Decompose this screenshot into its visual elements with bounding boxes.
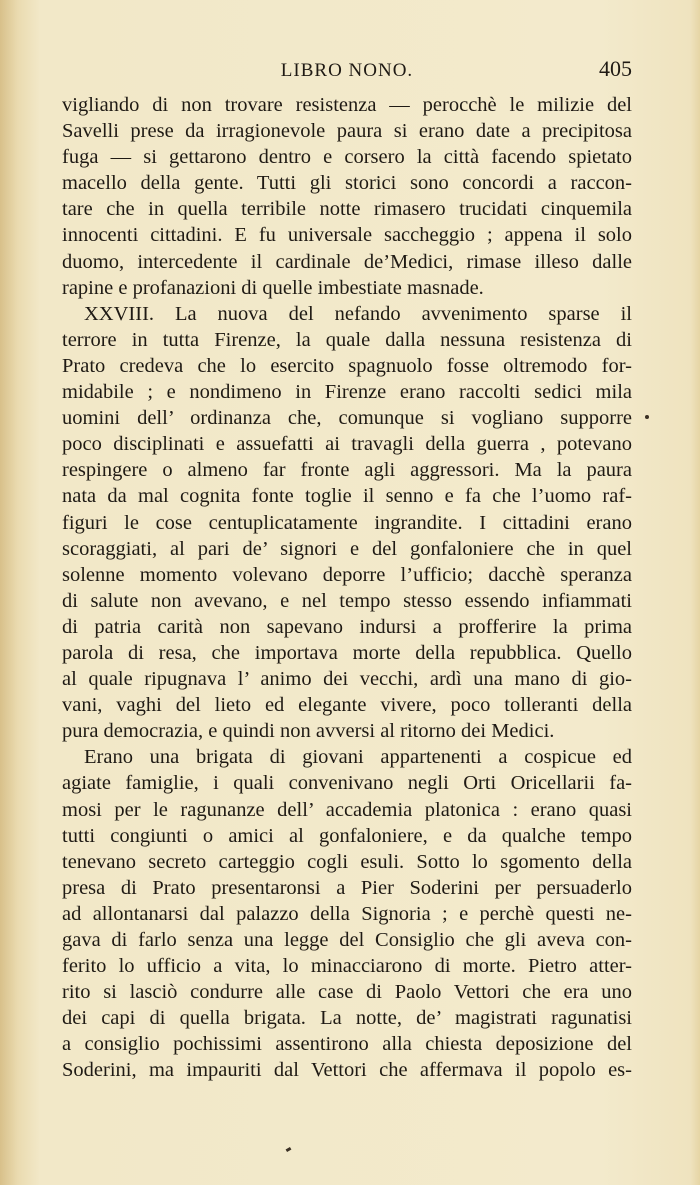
margin-speck xyxy=(645,415,649,419)
text-line: figuri le cose centuplicatamente ingrandite. I cittadini erano xyxy=(62,511,632,534)
text-line: poco disciplinati e assuefatti ai travagli della guerra , potevano xyxy=(62,433,632,456)
text-line: a consiglio pochissimi assentirono alla chiesta deposizione del xyxy=(62,1033,632,1056)
ink-speck xyxy=(286,1147,292,1152)
text-line: ferito lo ufficio a vita, lo minacciarono di morte. Pietro atter- xyxy=(62,955,632,978)
page-number: 405 xyxy=(599,56,632,81)
body-text xyxy=(62,92,632,1084)
text-line: vigliando di non trovare resistenza — perocchè le milizie del xyxy=(62,94,632,116)
text-line: uomini dell’ ordinanza che, comunque si vogliano supporre xyxy=(62,407,632,430)
text-line: gava di farlo senza una legge del Consiglio che gli aveva con- xyxy=(62,929,632,951)
text-line: di salute non avevano, e nel tempo stesso essendo infiammati xyxy=(62,589,632,612)
text-line: presa di Prato presentaronsi a Pier Soderini per persuaderlo xyxy=(62,876,632,899)
text-line: vani, vaghi del lieto ed elegante vivere, poco tolleranti della xyxy=(62,694,632,717)
text-line: mosi per le ragunanze dell’ accademia platonica : erano quasi xyxy=(62,798,632,821)
running-title: LIBRO NONO. xyxy=(280,60,414,81)
text-line: di patria carità non sapevano indursi a profferire la prima xyxy=(62,615,632,638)
page-header xyxy=(62,56,632,88)
text-line: terrore in tutta Firenze, la quale dalla nessuna resistenza di xyxy=(62,328,632,351)
text-line: innocenti cittadini. E fu universale saccheggio ; appena il solo xyxy=(62,224,632,247)
text-line: respingere o almeno far fronte agli aggressori. Ma la paura xyxy=(62,459,632,482)
text-line: Savelli prese da irragionevole paura si erano date a precipitosa xyxy=(62,120,632,143)
text-line: rito si lasciò condurre alle case di Paolo Vettori che era uno xyxy=(62,981,632,1004)
text-line: fuga — si gettarono dentro e corsero la città facendo spietato xyxy=(62,146,632,169)
text-line: dei capi di quella brigata. La notte, de’ magistrati ragunatisi xyxy=(62,1007,632,1030)
text-line: ad allontanarsi dal palazzo della Signoria ; e perchè questi ne- xyxy=(62,902,632,925)
text-line: nata da mal cognita fonte toglie il senno e fa che l’uomo raf- xyxy=(62,485,632,508)
text-line: solenne momento volevano deporre l’ufficio; dacchè speranza xyxy=(62,563,632,586)
text-line: tenevano secreto carteggio cogli esuli. Sotto lo sgomento della xyxy=(62,850,632,873)
text-line: duomo, intercedente il cardinale de’Medici, rimase illeso dalle xyxy=(62,250,632,273)
section-heading-line: XXVIII. La nuova del nefando avvenimento sparse il xyxy=(84,302,632,325)
text-line: agiate famiglie, i quali convenivano negli Orti Oricellarii fa- xyxy=(62,772,632,795)
text-line: Soderini, ma impauriti dal Vettori che affermava il popolo es- xyxy=(62,1059,632,1082)
paragraph-first-line: Erano una brigata di giovani appartenenti a cospicue ed xyxy=(84,746,632,769)
text-line: tutti congiunti o amici al gonfaloniere, e da qualche tempo xyxy=(62,824,632,847)
text-line: macello della gente. Tutti gli storici sono concordi a raccon- xyxy=(62,172,632,195)
text-line: rapine e profanazioni di quelle imbestiate masnade. xyxy=(62,276,484,299)
text-line: al quale ripugnava l’ animo dei vecchi, ardì una mano di gio- xyxy=(62,668,632,691)
text-line: parola di resa, che importava morte della repubblica. Quello xyxy=(62,641,632,664)
text-line: scoraggiati, al pari de’ signori e del gonfaloniere che in quel xyxy=(62,537,632,560)
text-line: midabile ; e nondimeno in Firenze erano raccolti sedici mila xyxy=(62,381,632,404)
text-line: pura democrazia, e quindi non avversi al ritorno dei Medici. xyxy=(62,720,555,743)
text-line: tare che in quella terribile notte rimasero trucidati cinquemila xyxy=(62,198,632,221)
text-line: Prato credeva che lo esercito spagnuolo fosse oltremodo for- xyxy=(62,354,632,377)
